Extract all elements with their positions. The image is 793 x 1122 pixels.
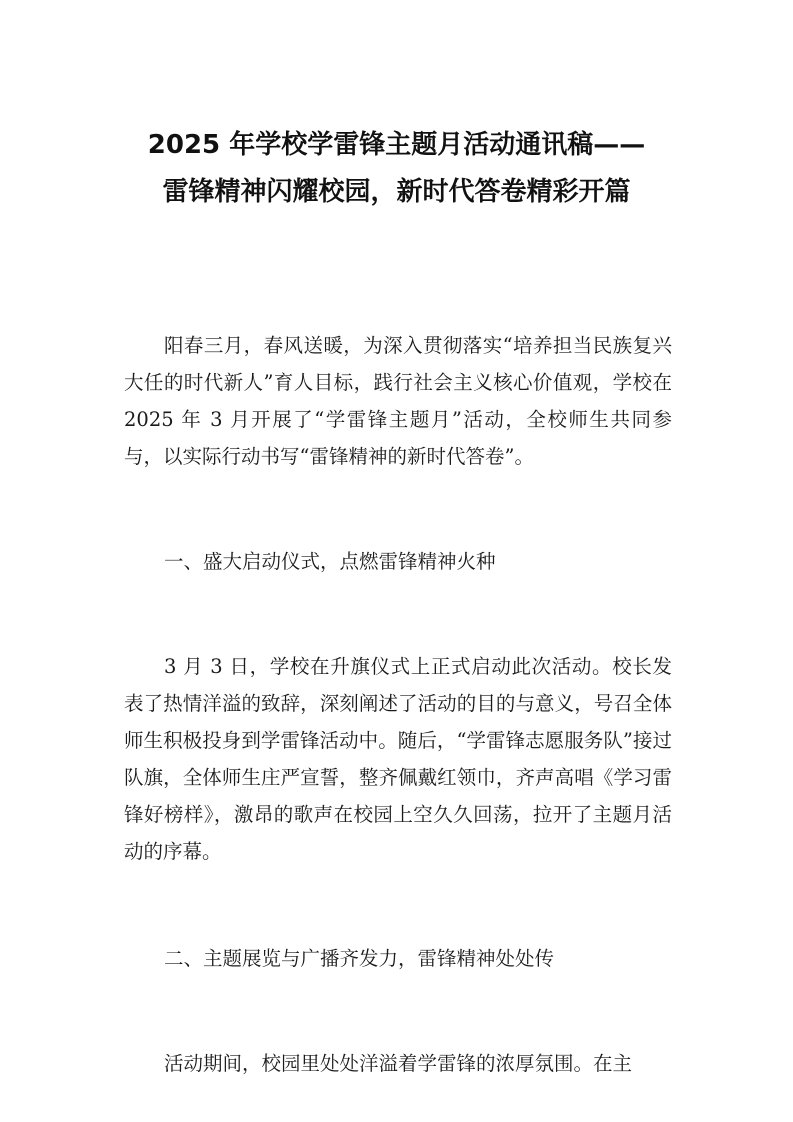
document-title-line-2: 雷锋精神闪耀校园，新时代答卷精彩开篇 <box>162 177 631 207</box>
section-2-heading: 二、主题展览与广播齐发力，雷锋精神处处传 <box>164 947 555 970</box>
section-2-paragraph: 活动期间，校园里处处洋溢着学雷锋的浓厚氛围。在主 <box>164 1052 633 1075</box>
section-1-heading: 一、盛大启动仪式，点燃雷锋精神火种 <box>164 550 496 573</box>
document-body <box>124 327 672 1082</box>
intro-paragraph: 阳春三月，春风送暖，为深入贯彻落实“培养担当民族复兴大任的时代新人”育人目标，践行社会主义核心价值观，学校在 2025 年 3 月开展了“学雷锋主题月”活动，全校师生共同参与，以实际行动书写“雷锋精神的新时代答卷”。 <box>124 334 672 468</box>
document-title-line-1: 2025 年学校学雷锋主题月活动通讯稿—— <box>147 130 646 160</box>
section-1-paragraph: 3 月 3 日，学校在升旗仪式上正式启动此次活动。校长发表了热情洋溢的致辞，深刻阐述了活动的目的与意义，号召全体师生积极投身到学雷锋活动中。随后，“学雷锋志愿服务队”接过队旗，全体师生庄严宣誓，整齐佩戴红领巾，齐声高唱《学习雷锋好榜样》，激昂的歌声在校园上空久久回荡，拉开了主题月活动的序幕。 <box>124 655 672 863</box>
